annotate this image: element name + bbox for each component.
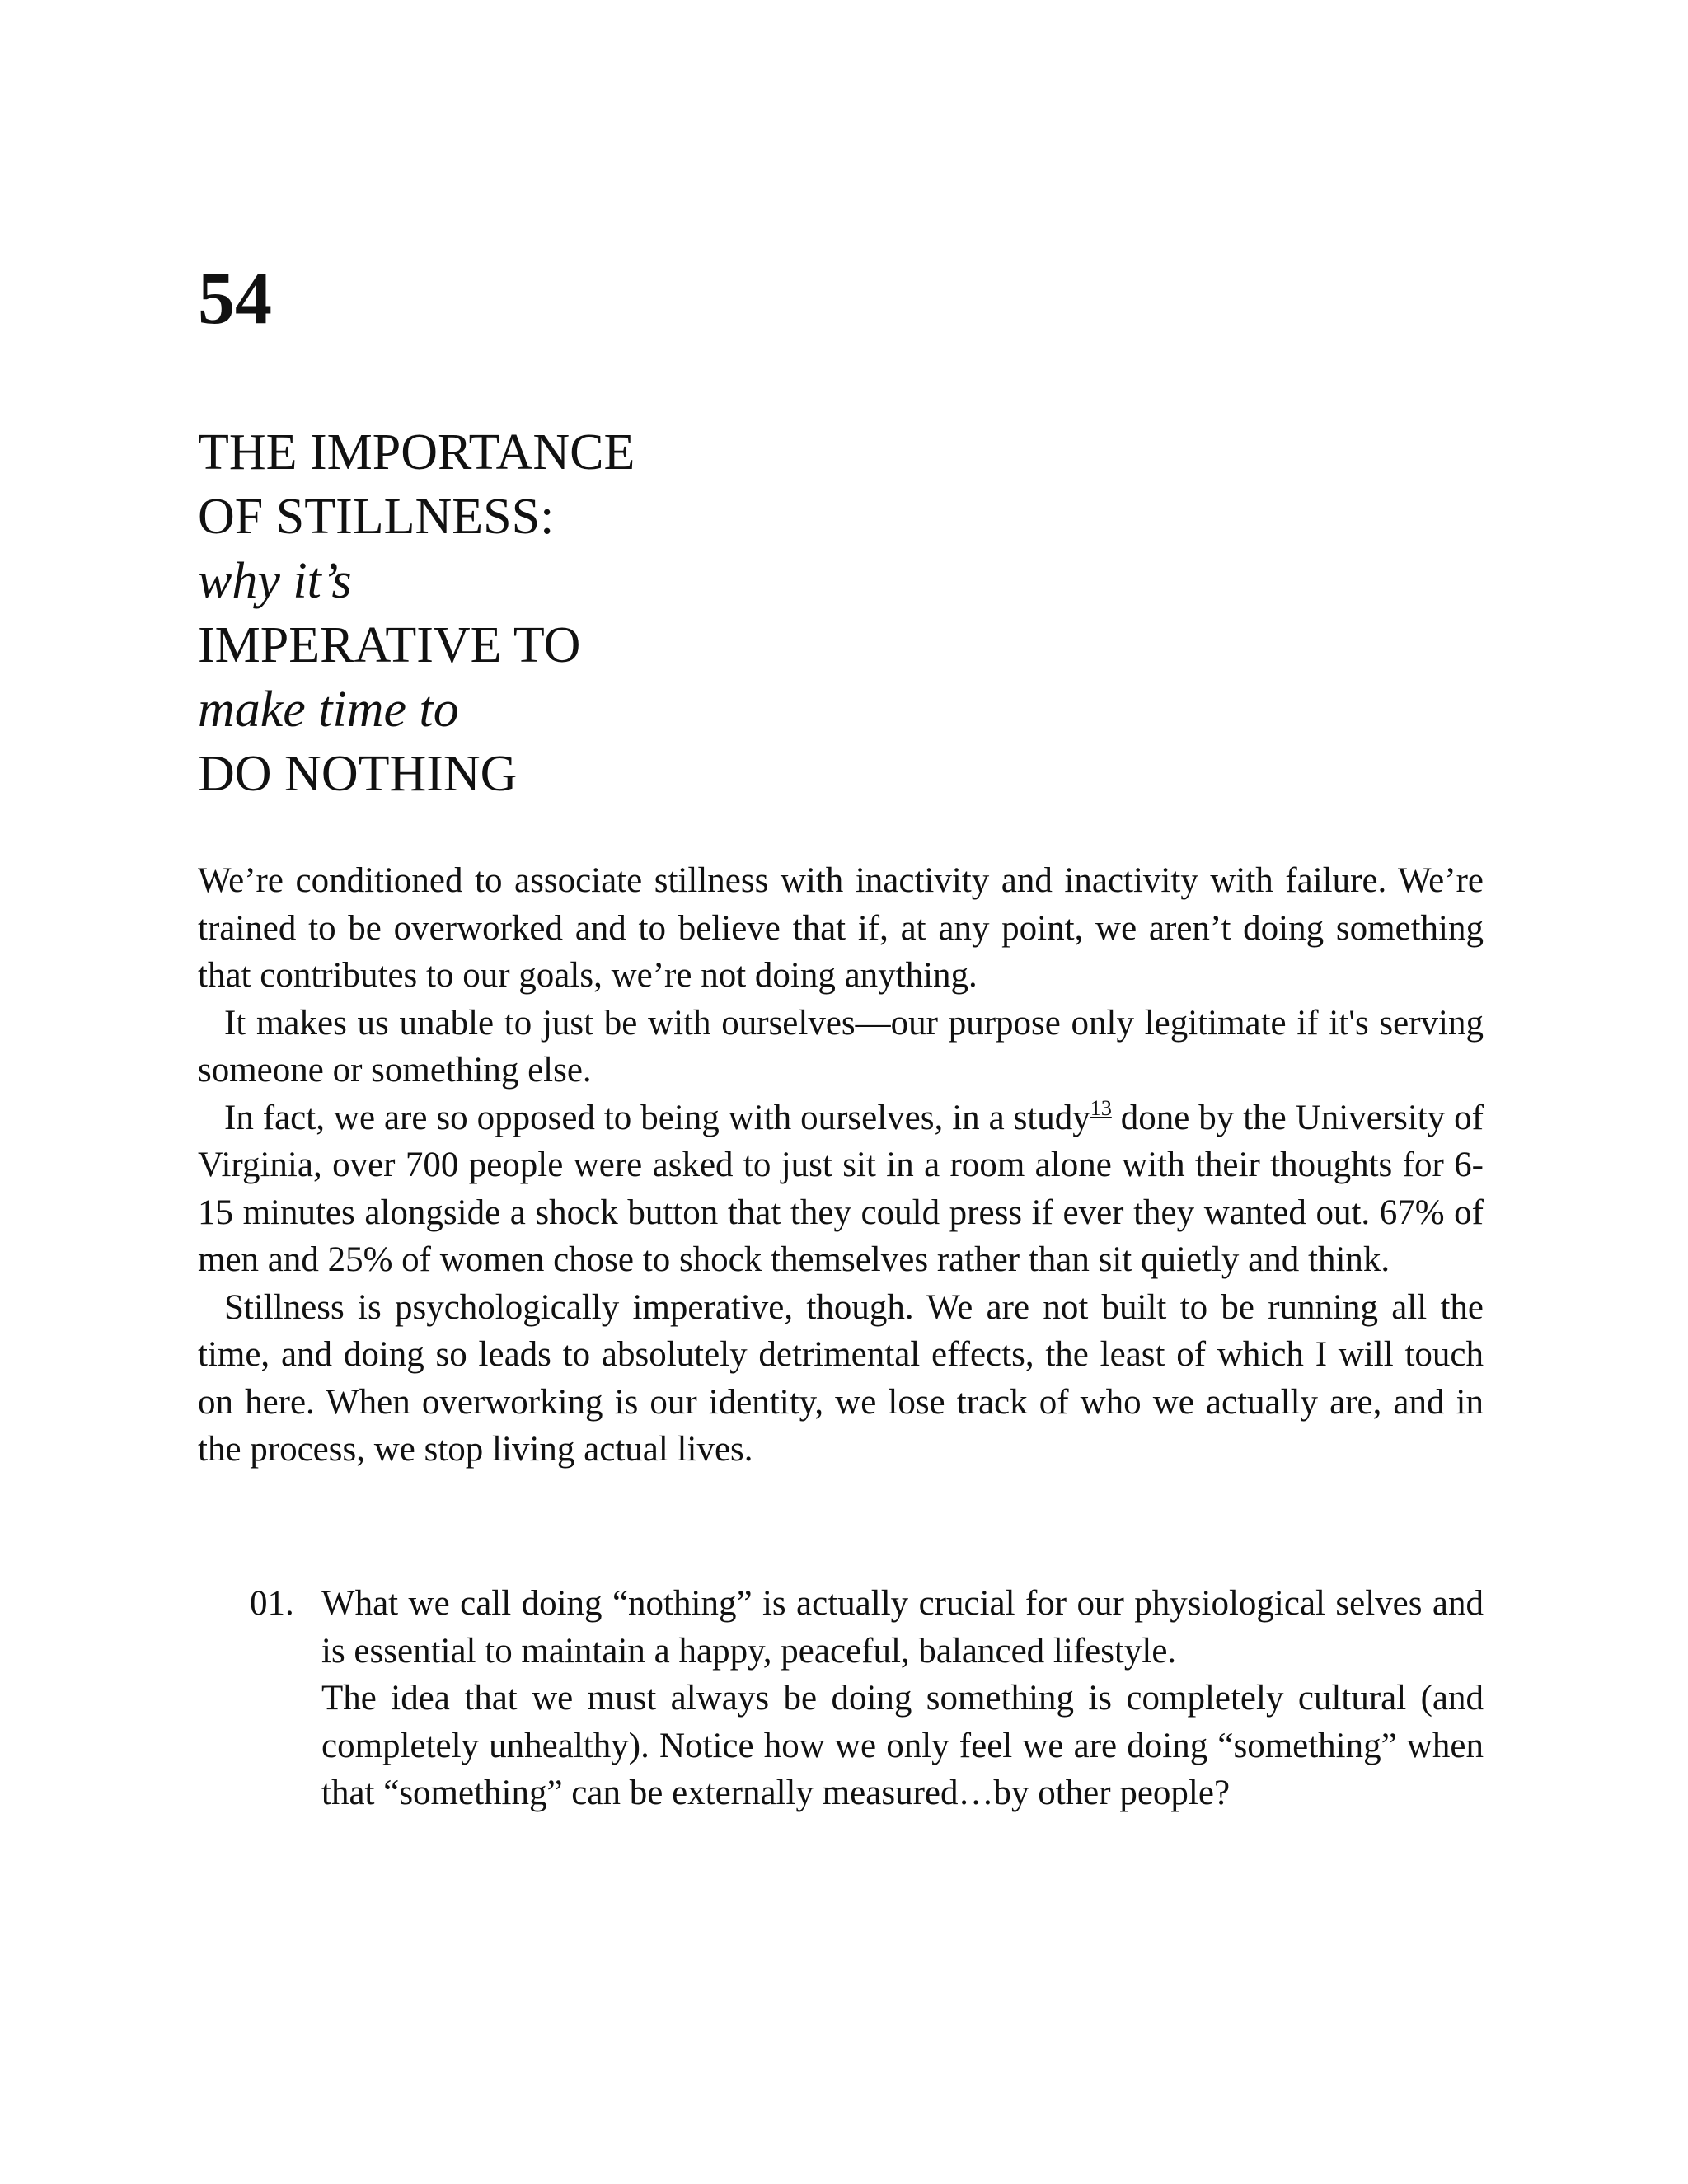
chapter-number: 54 [198,258,272,340]
footnote-reference-link[interactable]: 13 [1090,1095,1112,1120]
chapter-title-line-italic: make time to [198,682,459,738]
list-item-number: 01. [250,1584,294,1623]
chapter-title-line: THE IMPORTANCE [198,424,635,480]
list-item-text: What we call doing “nothing” is actually crucial for our physiological selves and is essential to maintain a happy, peaceful, balanced lifestyle. [321,1584,1484,1671]
chapter-title [198,420,635,806]
numbered-list [198,1580,1484,1817]
paragraph: It makes us unable to just be with ourselves—our purpose only legitimate if it's serving someone or something else. [198,1003,1484,1090]
paragraph-text: In fact, we are so opposed to being with ourselves, in a study [224,1098,1090,1137]
paragraph [198,1094,1484,1284]
paragraph: We’re conditioned to associate stillness with inactivity and inactivity with failure. We’re trained to be overworked and to believe that if, at any point, we aren’t doing something that contributes to our goals, we’re not doing anything. [198,861,1484,995]
body-text [198,857,1484,1474]
chapter-title-line-italic: why it’s [198,553,352,609]
chapter-title-line: OF STILLNESS: [198,489,555,545]
list-item [198,1580,1484,1817]
chapter-title-line: DO NOTHING [198,746,518,802]
chapter-title-line: IMPERATIVE TO [198,617,581,673]
list-item-text: The idea that we must always be doing something is completely cultural (and completely unhealthy). Notice how we only feel we are doing “something” when that “something” can be externally measured…by other people? [321,1679,1484,1812]
paragraph: Stillness is psychologically imperative, though. We are not built to be running all the time, and doing so leads to absolutely detrimental effects, the least of which I will touch on here. When overworking is our identity, we lose track of who we actually are, and in the process, we stop living actual lives. [198,1287,1484,1469]
paragraph-text: done by the University of Virginia, over 700 people were asked to just sit in a room alone with their thoughts for 6-15 minutes alongside a shock button that they could press if ever they wanted out. 67% of men and 25% of women chose to shock themselves rather than sit quietly and think. [198,1098,1484,1279]
